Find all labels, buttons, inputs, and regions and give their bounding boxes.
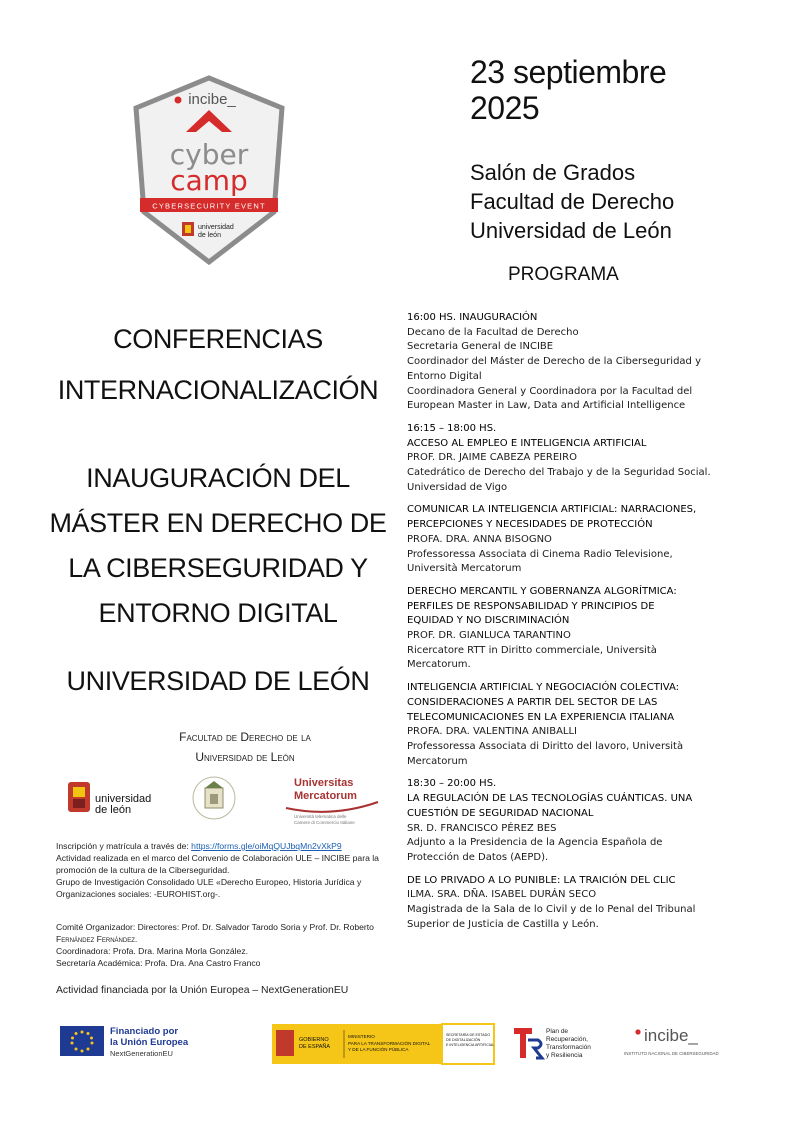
committee-line: Coordinadora: Profa. Dra. Marina Morla González. <box>56 946 249 956</box>
title-universidad: UNIVERSIDAD DE LEÓN <box>66 666 370 696</box>
min-text3: Y DE LA FUNCIÓN PÚBLICA <box>348 1047 409 1052</box>
session-detail: Superior de Justicia de Castilla y León. <box>407 918 599 930</box>
info-line: Grupo de Investigación Consolidado ULE «Derecho Europeo, Historia Jurídica y <box>56 877 362 887</box>
session-detail: European Master in Law, Data and Artificial Intelligence <box>407 400 686 412</box>
session-detail: PROF. DR. GIANLUCA TARANTINO <box>407 630 571 642</box>
title-conferencias: CONFERENCIAS <box>113 324 323 354</box>
title-line: INAUGURACIÓN DEL <box>86 463 350 493</box>
committee-line: Comité Organizador: Directores: Prof. Dr. Salvador Tarodo Soria y Prof. Dr. Roberto <box>56 922 374 932</box>
session-heading: DE LO PRIVADO A LO PUNIBLE: LA TRAICIÓN DEL CLIC <box>407 874 676 886</box>
session-detail: Universidad de Vigo <box>407 481 508 493</box>
ule-logo-text2: de león <box>95 804 132 816</box>
ule-logo-text1: universidad <box>95 793 152 805</box>
session-detail: Entorno Digital <box>407 370 482 382</box>
eu-text1: Financiado por <box>110 1026 179 1037</box>
info-block <box>56 840 388 900</box>
merc-text2: Mercatorum <box>294 790 357 802</box>
session-heading: 18:30 – 20:00 HS. <box>407 778 497 790</box>
min-text1: MINISTERIO <box>348 1034 375 1039</box>
title-internacionalizacion: INTERNACIONALIZACIÓN <box>57 375 379 405</box>
committee-block <box>56 921 388 969</box>
cybercamp-logo <box>126 72 292 268</box>
merc-text4: Camere di Commercio Italiane <box>294 820 355 825</box>
prtr-text1: Plan de <box>546 1028 569 1035</box>
session-heading: 16:00 HS. INAUGURACIÓN <box>407 312 538 323</box>
title-line: MÁSTER EN DERECHO DE <box>49 508 387 538</box>
program-session <box>407 503 747 577</box>
date-line-2: 2025 <box>470 90 540 126</box>
logo-cyber: cyber <box>169 138 249 171</box>
title-line: LA CIBERSEGURIDAD Y <box>68 553 368 583</box>
inscription-line <box>56 840 388 852</box>
logo-uni1: universidad <box>198 224 234 231</box>
session-heading: ACCESO AL EMPLEO E INTELIGENCIA ARTIFICIAL <box>407 437 647 449</box>
incibe-dot-icon <box>635 1029 640 1034</box>
program-session <box>407 777 747 865</box>
session-detail: Coordinador del Máster de Derecho de la Ciberseguridad y <box>407 356 701 368</box>
session-detail: ILMA. SRA. DÑA. ISABEL DURÁN SECO <box>407 889 597 901</box>
faculty-line: Facultad de Derecho de la <box>179 730 311 744</box>
session-heading: PERFILES DE RESPONSABILIDAD Y PRINCIPIOS DE <box>407 600 655 612</box>
eu-text3: NextGenerationEU <box>110 1049 173 1058</box>
incibe-sub-text: INSTITUTO NACIONAL DE CIBERSEGURIDAD <box>624 1051 719 1056</box>
faculty-label <box>110 727 380 767</box>
program-session <box>407 422 747 496</box>
session-detail: Decano de la Facultad de Derecho <box>407 326 579 338</box>
session-detail: Professoressa Associata di Diritto del lavoro, Università <box>407 740 684 752</box>
session-detail: Coordinadora General y Coordinadora por la Facultad del <box>407 385 693 397</box>
sec-text3: E INTELIGENCIA ARTIFICIAL <box>446 1043 495 1047</box>
info-line: Organizaciones sociales: -EUROHIST.org-. <box>56 889 221 899</box>
funding-note: Actividad financiada por la Unión Europea – NextGenerationEU <box>56 985 349 996</box>
committee-line: Secretaría Académica: Profa. Dra. Ana Castro Franco <box>56 958 261 968</box>
session-heading: INTELIGENCIA ARTIFICIAL Y NEGOCIACIÓN COLECTIVA: <box>407 682 680 694</box>
merc-text3: Università telematica delle <box>294 814 347 819</box>
session-detail: Adjunto a la Presidencia de la Agencia Española de <box>407 837 663 849</box>
min-text2: PARA LA TRANSFORMACIÓN DIGITAL <box>348 1041 431 1046</box>
date-line-1: 23 septiembre <box>470 54 667 90</box>
session-heading: LA REGULACIÓN DE LAS TECNOLOGÍAS CUÁNTICAS. UNA <box>407 793 693 805</box>
program-session <box>407 681 747 769</box>
session-detail: Protección de Datos (AEPD). <box>407 851 549 863</box>
faculty-line: Universidad de León <box>195 750 295 764</box>
prtr-logo-icon <box>514 1028 532 1058</box>
session-heading: CONSIDERACIONES A PARTIR DEL SECTOR DE LAS <box>407 696 658 708</box>
venue-line: Facultad de Derecho <box>470 189 675 214</box>
program-session <box>407 311 747 414</box>
incibe-text: incibe_ <box>644 1026 698 1045</box>
session-heading: COMUNICAR LA INTELIGENCIA ARTIFICIAL: NARRACIONES, <box>407 504 697 516</box>
event-date <box>470 54 666 126</box>
committee-line: Fernández Fernández. <box>56 934 138 944</box>
logo-uni2: de león <box>198 232 221 239</box>
session-detail: Mercatorum. <box>407 659 471 671</box>
ule-logo <box>64 776 164 826</box>
merc-text1: Universitas <box>294 777 354 789</box>
gob-text1: GOBIERNO <box>299 1037 329 1043</box>
session-detail: Secretaria General de INCIBE <box>407 341 554 353</box>
session-detail: PROFA. DRA. ANNA BISOGNO <box>407 533 552 545</box>
logo-ribbon: CYBERSECURITY EVENT <box>152 201 266 211</box>
inscription-link[interactable]: https://forms.gle/oiMqQUJbqMn2vXkP9 <box>191 841 342 851</box>
eu-text2: la Unión Europea <box>110 1037 189 1048</box>
program-session <box>407 874 747 933</box>
program-session <box>407 585 747 673</box>
session-detail: PROFA. DRA. VALENTINA ANIBALLI <box>407 726 578 738</box>
info-line: Actividad realizada en el marco del Convenio de Colaboración ULE – INCIBE para la <box>56 853 379 863</box>
session-detail: SR. D. FRANCISCO PÉREZ BES <box>407 822 557 834</box>
session-heading: EQUIDAD Y NO DISCRIMINACIÓN <box>407 615 570 627</box>
prtr-text4: y Resiliencia <box>546 1052 583 1059</box>
venue-line: Universidad de León <box>470 218 672 243</box>
program-list <box>407 311 747 940</box>
footer-logos <box>58 1022 748 1068</box>
prtr-text3: Transformación <box>546 1044 591 1051</box>
logo-brand: incibe_ <box>188 91 236 108</box>
sec-text2: DE DIGITALIZACIÓN <box>446 1038 481 1042</box>
session-detail: Ricercatore RTT in Diritto commerciale, Università <box>407 644 657 656</box>
programa-heading: PROGRAMA <box>508 264 619 285</box>
inscription-prefix: Inscripción y matrícula a través de: <box>56 841 192 851</box>
session-heading: TELECOMUNICACIONES EN LA EXPERIENCIA ITALIANA <box>407 711 675 723</box>
session-detail: Università Mercatorum <box>407 563 522 575</box>
gob-text2: DE ESPAÑA <box>299 1044 331 1050</box>
session-detail: Magistrada de la Sala de lo Civil y de lo Penal del Tribunal <box>407 904 696 916</box>
title-line: ENTORNO DIGITAL <box>98 598 338 628</box>
session-heading: DERECHO MERCANTIL Y GOBERNANZA ALGORÍTMICA: <box>407 585 677 597</box>
prtr-text2: Recuperación, <box>546 1036 588 1043</box>
faculty-seal-icon <box>190 770 238 826</box>
venue-line: Salón de Grados <box>470 160 636 185</box>
session-heading: PERCEPCIONES Y NECESIDADES DE PROTECCIÓN <box>407 519 653 531</box>
session-detail: PROF. DR. JAIME CABEZA PEREIRO <box>407 452 577 464</box>
info-line: promoción de la cultura de la Ciberseguridad. <box>56 865 230 875</box>
title-inauguracion <box>40 456 396 636</box>
session-heading: CUESTIÓN DE SEGURIDAD NACIONAL <box>407 807 594 819</box>
logo-camp: camp <box>170 164 248 197</box>
session-detail: Catedrático de Derecho del Trabajo y de la Seguridad Social. <box>407 467 711 479</box>
session-detail: Professoressa Associata di Cinema Radio Televisione, <box>407 548 673 560</box>
mercatorum-logo <box>282 772 382 828</box>
session-heading: 16:15 – 18:00 HS. <box>407 422 497 434</box>
session-detail: Mercatorum <box>407 755 468 767</box>
venue <box>470 158 674 245</box>
sec-text1: SECRETARÍA DE ESTADO <box>446 1033 490 1037</box>
